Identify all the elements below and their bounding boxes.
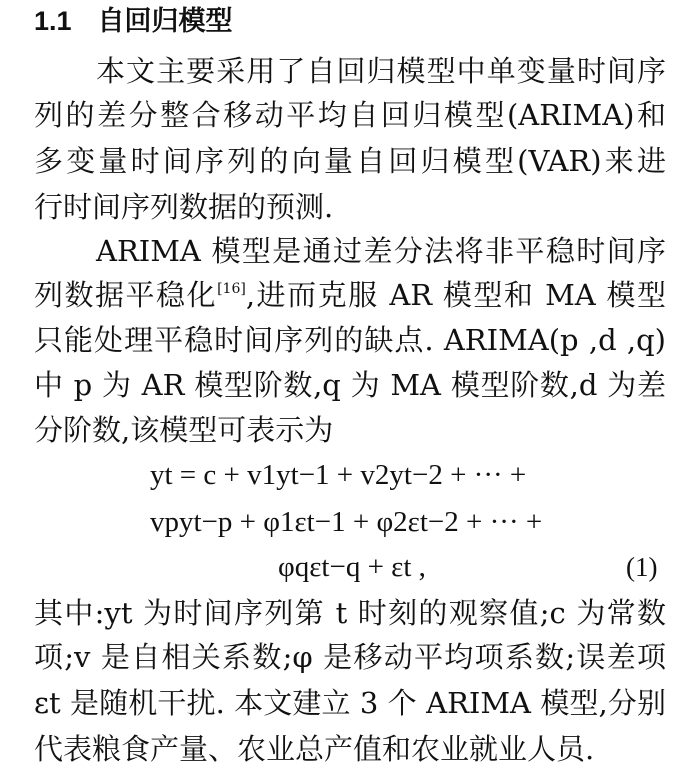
paragraph-2-line-2-post: ,进而克服 AR 模型和 MA 模型 (245, 278, 666, 312)
paragraph-3-line-4: 代表粮食产量、农业总产值和农业就业人员. (34, 732, 595, 766)
paragraph-2-line-2-pre: 列数据平稳化 (34, 278, 218, 312)
paragraph-2-line-4: 中 p 为 AR 模型阶数,q 为 MA 模型阶数,d 为差 (34, 368, 666, 402)
equation-row-1: yt = c + v1yt−1 + v2yt−2 + ··· + (150, 459, 527, 491)
paragraph-3-line-1: 其中:yt 为时间序列第 t 时刻的观察值;c 为常数 (34, 596, 666, 630)
paragraph-2-line-1: ARIMA 模型是通过差分法将非平稳时间序 (96, 234, 666, 268)
section-number: 1.1 (34, 6, 72, 36)
paragraph-1-line-1: 本文主要采用了自回归模型中单变量时间序 (96, 54, 666, 88)
paragraph-2-line-3: 只能处理平稳时间序列的缺点. ARIMA(p ,d ,q) (34, 323, 666, 357)
equation-number: (1) (626, 552, 658, 582)
paragraph-1-line-4: 行时间序列数据的预测. (34, 190, 334, 224)
paragraph-2-line-5: 分阶数,该模型可表示为 (34, 413, 334, 447)
equation-row-2: vpyt−p + φ1εt−1 + φ2εt−2 + ··· + (150, 506, 543, 538)
paragraph-1-line-3: 多变量时间序列的向量自回归模型(VAR)来进 (34, 144, 666, 178)
paragraph-3-line-2: 项;v 是自相关系数;φ 是移动平均项系数;误差项 (34, 640, 666, 674)
paragraph-3-line-3: εt 是随机干扰. 本文建立 3 个 ARIMA 模型,分别 (34, 686, 666, 720)
section-heading (34, 6, 233, 37)
citation-16: [16] (217, 281, 246, 297)
section-title: 自回归模型 (97, 6, 233, 37)
paragraph-2-line-2 (34, 278, 666, 312)
paragraph-1-line-2: 列的差分整合移动平均自回归模型(ARIMA)和 (34, 98, 666, 132)
equation-row-3: φqεt−q + εt , (278, 551, 426, 583)
